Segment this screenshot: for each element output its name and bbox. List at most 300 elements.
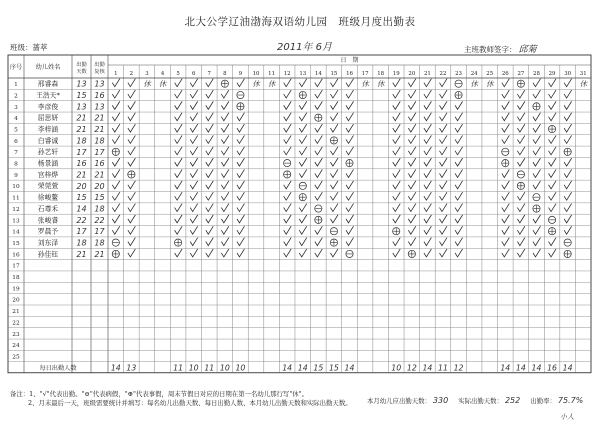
present-tick: [393, 135, 401, 143]
present-tick: [221, 249, 229, 257]
daily-total-value: 10: [188, 363, 199, 373]
present-tick: [299, 249, 307, 257]
due-days-value: 330: [432, 396, 449, 405]
day-number: 29: [548, 71, 556, 77]
present-tick: [284, 124, 292, 132]
present-tick: [299, 79, 307, 87]
row-seq: 7: [14, 150, 18, 157]
present-tick: [533, 79, 541, 87]
header-check-2: 复核: [94, 69, 105, 75]
day-number: 23: [455, 71, 462, 77]
present-tick: [221, 226, 229, 234]
present-tick: [330, 169, 338, 177]
present-tick: [112, 192, 120, 200]
present-tick: [315, 249, 323, 257]
present-tick: [502, 226, 510, 234]
present-tick: [190, 204, 198, 212]
present-tick: [517, 249, 525, 257]
row-check-days: 16: [94, 159, 105, 169]
present-tick: [393, 147, 401, 155]
present-tick: [408, 204, 416, 212]
present-tick: [517, 101, 525, 109]
daily-total-value: 14: [110, 363, 121, 373]
present-tick: [408, 192, 416, 200]
present-tick: [299, 204, 307, 212]
present-tick: [221, 169, 229, 177]
present-tick: [330, 101, 338, 109]
present-tick: [330, 79, 338, 87]
present-tick: [190, 249, 198, 257]
holiday-mark: 休: [579, 79, 587, 89]
header-date: 日 期: [340, 57, 359, 64]
present-tick: [284, 79, 292, 87]
present-tick: [128, 226, 136, 234]
present-tick: [408, 124, 416, 132]
present-tick: [299, 226, 307, 234]
present-tick: [221, 101, 229, 109]
present-tick: [330, 158, 338, 166]
day-number: 10: [252, 71, 260, 77]
daily-total-value: 14: [562, 363, 573, 373]
present-tick: [221, 147, 229, 155]
present-tick: [502, 135, 510, 143]
row-check-days: 21: [94, 170, 105, 180]
present-tick: [502, 204, 510, 212]
present-tick: [112, 215, 120, 223]
present-tick: [393, 249, 401, 257]
present-tick: [549, 113, 557, 121]
notes-line-1: 备注：1、"√"代表出勤。"⊖"代表病假，"⊕"代表事假，周末节假日对应的日期在第一名幼儿那行写"休"。: [10, 390, 308, 398]
present-tick: [221, 135, 229, 143]
present-tick: [112, 113, 120, 121]
present-tick: [330, 181, 338, 189]
present-tick: [564, 204, 572, 212]
present-tick: [408, 238, 416, 246]
present-tick: [221, 181, 229, 189]
day-number: 22: [439, 71, 447, 77]
present-tick: [533, 90, 541, 98]
present-tick: [206, 249, 214, 257]
row-attend-days: 21: [76, 170, 87, 180]
present-tick: [424, 79, 432, 87]
day-number: 24: [470, 71, 478, 77]
daily-total-value: 16: [547, 363, 558, 373]
rate-label: 出勤率：: [530, 397, 556, 405]
present-tick: [455, 135, 463, 143]
present-tick: [190, 238, 198, 246]
present-tick: [424, 147, 432, 155]
day-number: 7: [207, 71, 211, 77]
present-tick: [237, 249, 245, 257]
present-tick: [564, 169, 572, 177]
row-attend-days: 21: [76, 125, 87, 135]
present-tick: [190, 147, 198, 155]
present-tick: [346, 147, 354, 155]
present-tick: [533, 226, 541, 234]
present-tick: [315, 90, 323, 98]
present-tick: [393, 124, 401, 132]
present-tick: [346, 215, 354, 223]
present-tick: [424, 249, 432, 257]
present-tick: [346, 90, 354, 98]
day-number: 11: [268, 71, 276, 77]
present-tick: [502, 113, 510, 121]
present-tick: [190, 135, 198, 143]
day-number: 26: [501, 71, 509, 77]
present-tick: [175, 113, 183, 121]
present-tick: [346, 169, 354, 177]
row-seq: 16: [12, 252, 20, 259]
present-tick: [190, 124, 198, 132]
row-seq: 8: [14, 161, 18, 168]
present-tick: [502, 238, 510, 246]
present-tick: [190, 226, 198, 234]
present-tick: [175, 90, 183, 98]
present-tick: [346, 226, 354, 234]
present-tick: [424, 215, 432, 223]
row-check-days: 18: [94, 136, 105, 146]
present-tick: [330, 90, 338, 98]
present-tick: [393, 90, 401, 98]
present-tick: [190, 79, 198, 87]
day-number: 12: [283, 71, 291, 77]
present-tick: [439, 181, 447, 189]
present-tick: [549, 169, 557, 177]
present-tick: [439, 249, 447, 257]
present-tick: [299, 124, 307, 132]
present-tick: [424, 204, 432, 212]
daily-total-value: 10: [235, 363, 246, 373]
present-tick: [455, 192, 463, 200]
daily-total-value: 14: [422, 363, 433, 373]
day-number: 2: [129, 71, 134, 77]
day-number: 16: [346, 71, 353, 77]
present-tick: [455, 124, 463, 132]
present-tick: [455, 147, 463, 155]
row-attend-days: 21: [76, 249, 87, 259]
head-teacher-label: 主班教师签字：: [464, 45, 517, 54]
present-tick: [393, 79, 401, 87]
present-tick: [517, 215, 525, 223]
present-tick: [439, 192, 447, 200]
day-number: 8: [223, 71, 227, 77]
row-check-days: 13: [94, 102, 105, 112]
present-tick: [330, 204, 338, 212]
present-tick: [424, 158, 432, 166]
present-tick: [206, 158, 214, 166]
present-tick: [549, 90, 557, 98]
present-tick: [424, 169, 432, 177]
holiday-mark: 休: [267, 79, 276, 89]
row-attend-days: 21: [76, 113, 87, 123]
present-tick: [175, 215, 183, 223]
present-tick: [299, 113, 307, 121]
present-tick: [237, 124, 245, 132]
present-tick: [190, 181, 198, 189]
present-tick: [175, 192, 183, 200]
row-seq: 5: [14, 127, 18, 134]
year-month-handwritten: 2011年 6月: [277, 42, 332, 53]
row-attend-days: 13: [76, 79, 87, 89]
present-tick: [128, 90, 136, 98]
row-seq: 17: [12, 263, 20, 270]
present-tick: [517, 90, 525, 98]
row-child-name: 白睿诚: [37, 136, 59, 145]
present-tick: [128, 192, 136, 200]
present-tick: [112, 226, 120, 234]
present-tick: [128, 249, 136, 257]
present-tick: [112, 90, 120, 98]
present-tick: [190, 169, 198, 177]
present-tick: [315, 147, 323, 155]
due-days-label: 本月幼儿应出勤天数：: [367, 397, 431, 405]
daily-total-value: 10: [219, 363, 230, 373]
day-number: 20: [408, 71, 416, 77]
present-tick: [315, 181, 323, 189]
holiday-mark: 休: [158, 79, 167, 89]
present-tick: [533, 147, 541, 155]
present-tick: [517, 147, 525, 155]
present-tick: [408, 79, 416, 87]
present-tick: [128, 124, 136, 132]
present-tick: [112, 181, 120, 189]
row-attend-days: 13: [76, 102, 87, 112]
present-tick: [237, 79, 245, 87]
actual-days-label: 实际出勤天数：: [458, 397, 503, 405]
day-number: 5: [176, 71, 180, 77]
present-tick: [284, 147, 292, 155]
present-tick: [237, 181, 245, 189]
present-tick: [393, 238, 401, 246]
present-tick: [502, 79, 510, 87]
row-attend-days: 15: [76, 193, 87, 203]
daily-total-value: 10: [391, 363, 402, 373]
present-tick: [424, 238, 432, 246]
present-tick: [455, 101, 463, 109]
header-attend-1: 出勤: [76, 62, 87, 68]
day-number: 9: [238, 71, 243, 77]
row-child-name: 荣莞萱: [37, 182, 59, 191]
row-child-name: 刘东泽: [37, 238, 59, 247]
present-tick: [175, 147, 183, 155]
present-tick: [549, 192, 557, 200]
row-seq: 11: [12, 195, 20, 202]
present-tick: [564, 158, 572, 166]
present-tick: [128, 147, 136, 155]
row-attend-days: 16: [76, 159, 87, 169]
notes-line-2: 2、月末最后一天，班级需要统计并填写：每名幼儿出勤天数、每日出勤人数、本月幼儿出勤天数和实际出勤天数。: [28, 398, 352, 407]
present-tick: [455, 204, 463, 212]
present-tick: [346, 192, 354, 200]
present-tick: [330, 124, 338, 132]
present-tick: [237, 192, 245, 200]
present-tick: [564, 192, 572, 200]
day-number: 14: [314, 71, 322, 77]
present-tick: [284, 90, 292, 98]
present-tick: [221, 124, 229, 132]
row-check-days: 21: [94, 113, 105, 123]
row-child-name: 李彦俊: [37, 102, 59, 111]
present-tick: [502, 181, 510, 189]
row-attend-days: 22: [76, 215, 87, 225]
row-child-name: 石尊禾: [37, 204, 59, 213]
present-tick: [206, 181, 214, 189]
present-tick: [502, 124, 510, 132]
row-child-name: 王浩天*: [36, 91, 60, 100]
present-tick: [221, 158, 229, 166]
present-tick: [424, 226, 432, 234]
row-seq: 15: [12, 240, 20, 247]
present-tick: [284, 215, 292, 223]
present-tick: [315, 192, 323, 200]
head-teacher-signature: 邱菊: [518, 45, 537, 55]
row-child-name: 罗晨予: [37, 227, 59, 236]
present-tick: [221, 192, 229, 200]
row-seq: 12: [12, 206, 20, 213]
day-number: 15: [330, 71, 338, 77]
daily-total-value: 14: [531, 363, 542, 373]
class-label: 班级：蔷萃: [10, 43, 48, 52]
present-tick: [237, 158, 245, 166]
row-attend-days: 15: [76, 91, 87, 101]
present-tick: [346, 113, 354, 121]
monthly-stats: [367, 396, 591, 405]
present-tick: [439, 238, 447, 246]
row-attend-days: 20: [76, 181, 87, 191]
row-check-days: 15: [94, 193, 105, 203]
row-attend-days: 18: [76, 238, 87, 248]
daily-total-value: 11: [173, 363, 184, 373]
present-tick: [393, 204, 401, 212]
present-tick: [315, 158, 323, 166]
present-tick: [533, 124, 541, 132]
present-tick: [330, 113, 338, 121]
row-child-name: 孙艺轩: [37, 148, 59, 157]
present-tick: [206, 204, 214, 212]
present-tick: [564, 226, 572, 234]
present-tick: [408, 181, 416, 189]
present-tick: [112, 158, 120, 166]
header-seq: 序号: [9, 64, 23, 71]
present-tick: [533, 249, 541, 257]
daily-total-value: 15: [328, 363, 339, 373]
holiday-mark: 休: [376, 79, 385, 89]
present-tick: [206, 90, 214, 98]
present-tick: [315, 101, 323, 109]
present-tick: [564, 135, 572, 143]
present-tick: [455, 215, 463, 223]
present-tick: [549, 158, 557, 166]
row-seq: 24: [12, 343, 20, 350]
present-tick: [408, 113, 416, 121]
header-name: 幼儿姓名: [35, 64, 61, 71]
day-number: 25: [486, 71, 494, 77]
present-tick: [237, 204, 245, 212]
present-tick: [330, 249, 338, 257]
present-tick: [284, 101, 292, 109]
present-tick: [517, 135, 525, 143]
present-tick: [502, 215, 510, 223]
present-tick: [330, 192, 338, 200]
present-tick: [330, 147, 338, 155]
row-child-name: 杨景涵: [37, 159, 59, 168]
present-tick: [237, 169, 245, 177]
present-tick: [393, 215, 401, 223]
present-tick: [439, 135, 447, 143]
present-tick: [221, 90, 229, 98]
present-tick: [299, 147, 307, 155]
present-tick: [533, 135, 541, 143]
present-tick: [424, 90, 432, 98]
present-tick: [564, 113, 572, 121]
present-tick: [190, 101, 198, 109]
present-tick: [408, 158, 416, 166]
row-seq: 1: [14, 82, 18, 89]
present-tick: [517, 124, 525, 132]
row-seq: 9: [14, 172, 18, 179]
day-number: 30: [564, 71, 572, 77]
present-tick: [299, 158, 307, 166]
present-tick: [237, 226, 245, 234]
row-child-name: 邢睿森: [37, 80, 59, 89]
present-tick: [206, 113, 214, 121]
holiday-mark: 休: [485, 79, 494, 89]
present-tick: [439, 124, 447, 132]
row-check-days: 18: [94, 238, 105, 248]
present-tick: [455, 169, 463, 177]
row-check-days: 17: [94, 227, 105, 237]
present-tick: [533, 215, 541, 223]
present-tick: [439, 90, 447, 98]
present-tick: [549, 135, 557, 143]
present-tick: [517, 226, 525, 234]
present-tick: [533, 238, 541, 246]
present-tick: [502, 192, 510, 200]
present-tick: [206, 226, 214, 234]
day-number: 19: [392, 71, 400, 77]
present-tick: [206, 147, 214, 155]
present-tick: [502, 90, 510, 98]
row-attend-days: 17: [76, 227, 87, 237]
present-tick: [549, 204, 557, 212]
day-number: 28: [533, 71, 540, 77]
daily-total-value: 15: [313, 363, 324, 373]
present-tick: [346, 238, 354, 246]
present-tick: [517, 192, 525, 200]
present-tick: [284, 135, 292, 143]
row-child-name: 张峻睿: [37, 216, 59, 225]
present-tick: [128, 101, 136, 109]
present-tick: [439, 169, 447, 177]
row-seq: 14: [12, 229, 20, 236]
day-number: 21: [423, 71, 431, 77]
present-tick: [112, 79, 120, 87]
row-seq: 2: [14, 93, 18, 100]
row-child-name: 徐峻鳌: [37, 193, 59, 202]
row-child-name: 李梓涵: [37, 125, 59, 134]
present-tick: [315, 169, 323, 177]
present-tick: [190, 113, 198, 121]
present-tick: [221, 238, 229, 246]
row-child-name: 孙佳钰: [37, 250, 59, 259]
row-check-days: 17: [94, 147, 105, 157]
present-tick: [315, 238, 323, 246]
present-tick: [517, 204, 525, 212]
present-tick: [564, 101, 572, 109]
row-seq: 22: [12, 320, 20, 327]
present-tick: [517, 158, 525, 166]
row-seq: 10: [12, 184, 20, 191]
